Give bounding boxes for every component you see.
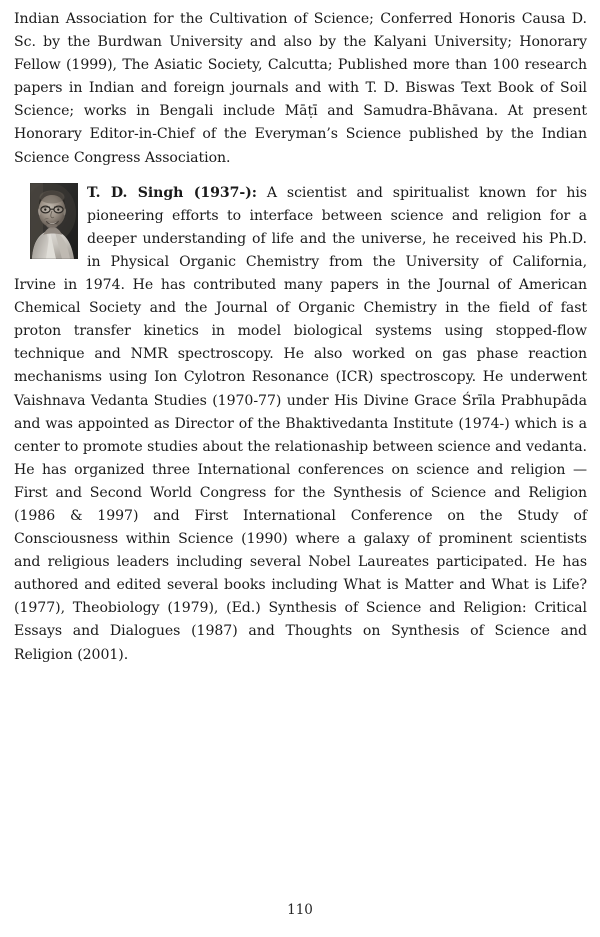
page-text-column — [14, 8, 587, 667]
page-number: 110 — [287, 902, 313, 918]
portrait-photo-td-singh — [30, 183, 78, 259]
paragraph-biswas-continued: Indian Association for the Cultivation of Science; Conferred Honoris Causa D. Sc. by the Burdwan University and also by the Kalyani University; Honorary Fellow (1999), The Asiatic Society, Calcutta; Published more than 100 research papers in Indian and foreign journals and with T. D. Biswas Text Book of Soil Science; works in Bengali include Māṭī and Samudra-Bhāvana. At present Honorary Editor-in-Chief of the Everyman’s Science published by the Indian Science Congress Association. — [14, 11, 587, 166]
paragraph-body-text: A scientist and spiritualist known for his pioneering efforts to interface between science and religion for a deeper understanding of life and the universe, he received his Ph.D. in Physical Organic Chemistry from the University of California, Irvine in 1974. He has contributed many papers in the Journal of American Chemical Society and the Journal of Organic Chemistry in the field of fast proton transfer kinetics in model biological systems using stopped-flow technique and NMR spectroscopy. He also worked on gas phase reaction mechanisms using Ion Cylotron Resonance (ICR) spectroscopy. He underwent Vaishnava Vedanta Studies (1970-77) under His Divine Grace Śrīla Prabhupāda and was appointed as Director of the Bhaktivedanta Institute (1974-) which is a center to promote studies about the relationaship between science and vedanta. He has organized three International conferences on science and religion — First and Second World Congress for the Synthesis of Science and Religion (1986 & 1997) and First International Conference on the Study of Consciousness within Science (1990) where a galaxy of prominent scientists and religious leaders including several Nobel Laureates participated. He has authored and edited several books including What is Matter and What is Life? (1977), Theobiology (1979), (Ed.) Synthesis of Science and Religion: Critical Essays and Dialogues (1987) and Thoughts on Synthesis of Science and Religion (2001). — [14, 184, 587, 663]
paragraph-lead-name: T. D. Singh (1937-): — [87, 184, 257, 201]
paragraph-td-singh — [14, 182, 587, 667]
